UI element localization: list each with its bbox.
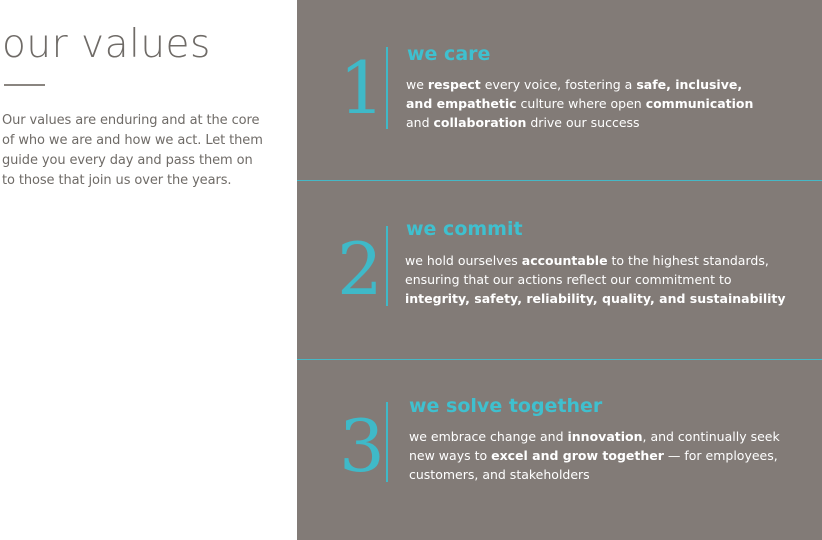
value-card-care bbox=[297, 0, 822, 180]
intro-paragraph: Our values are enduring and at the core of who we are and how we act. Let them guide you every day and pass them on to those that join us over the years. bbox=[2, 113, 263, 188]
value-heading: we care bbox=[407, 43, 491, 65]
value-description: we hold ourselves accountable to the highest standards, ensuring that our actions reflect our commitment to integrity, safety, reliability, quality, and sustainability bbox=[405, 253, 786, 306]
value-card-solve-together bbox=[297, 360, 822, 540]
value-heading: we solve together bbox=[409, 395, 603, 417]
page-title: our values bbox=[2, 22, 211, 67]
value-number: 3 bbox=[339, 404, 385, 488]
value-description: we respect every voice, fostering a safe, inclusive, and empathetic culture where open communication and collaboration drive our success bbox=[406, 77, 754, 130]
title-underline bbox=[4, 84, 45, 86]
value-accent-bar bbox=[386, 226, 388, 306]
value-card-commit bbox=[297, 181, 822, 359]
value-number: 2 bbox=[337, 227, 383, 311]
value-accent-bar bbox=[386, 402, 388, 482]
value-description: we embrace change and innovation, and continually seek new ways to excel and grow together — for employees, customers, and stakeholders bbox=[409, 429, 780, 482]
value-number: 1 bbox=[339, 46, 385, 130]
values-panel bbox=[297, 0, 822, 540]
value-heading: we commit bbox=[406, 218, 523, 240]
intro-column bbox=[0, 0, 297, 540]
value-accent-bar bbox=[386, 47, 388, 129]
